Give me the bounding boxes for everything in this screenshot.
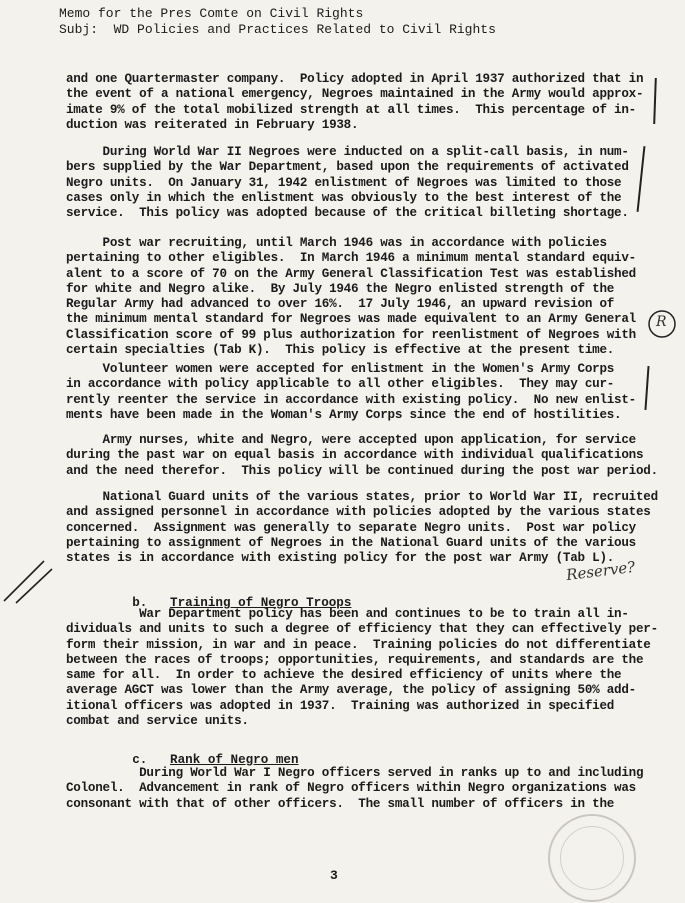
text-line: combat and service units. [66, 714, 249, 729]
paragraph-quota [66, 72, 656, 133]
margin-slash-mark [0, 555, 60, 605]
archive-stamp [548, 814, 636, 902]
text-line: and the need therefor. This policy will be continued during the post war period. [66, 463, 658, 478]
text-line: Classification score of 99 plus authorization for reenlistment of Negroes with [66, 327, 636, 342]
text-line: the minimum mental standard for Negroes was made equivalent to an Army General [66, 312, 636, 327]
handwritten-reserve-note: Reserve? [565, 557, 637, 585]
text-line: itional officers was adopted in 1937. Training was authorized in specified [66, 698, 615, 713]
archive-stamp-ring [560, 826, 624, 890]
text-line: Regular Army had advanced to over 16%. 17 July 1946, an upward revision of [66, 297, 615, 312]
margin-bracket-mark [653, 78, 657, 124]
text-line: bers supplied by the War Department, based upon the requirements of activated [66, 160, 629, 175]
text-line: cases only in which the enlistment was obviously to the best interest of the [66, 190, 622, 205]
text-line: National Guard units of the various states, prior to World War II, recruited [66, 490, 658, 504]
text-line: During World War I Negro officers served in ranks up to and including [66, 766, 644, 780]
text-line: During World War II Negroes were inducted on a split-call basis, in num- [66, 145, 629, 159]
paragraph-training-policy [66, 607, 656, 729]
text-line: during the past war on equal basis in accordance with individual qualifications [66, 448, 644, 463]
section-letter: b. [132, 596, 148, 610]
section-label: Training of Negro Troops [170, 596, 352, 610]
text-line: certain specialties (Tab K). This policy is effective at the present time. [66, 343, 615, 358]
text-line: Negro units. On January 31, 1942 enlistment of Negroes was limited to those [66, 175, 622, 190]
text-line: same for all. In order to achieve the desired efficiency of units where the [66, 668, 622, 683]
section-letter: c. [132, 753, 148, 767]
paragraph-womens-army-corps [66, 362, 656, 423]
text-line: and one Quartermaster company. Policy adopted in April 1937 authorized that in [66, 72, 644, 86]
paragraph-ww2-induction [66, 145, 656, 221]
memo-recipient: Memo for the Pres Comte on Civil Rights [59, 6, 364, 21]
text-line: duction was reiterated in February 1938. [66, 117, 359, 132]
text-line: between the races of troops; opportunities, requirements, and standards are the [66, 652, 644, 667]
text-line: alent to a score of 70 on the Army General Classification Test was established [66, 266, 636, 281]
paragraph-army-nurses [66, 433, 656, 479]
text-line: in accordance with policy applicable to all other eligibles. They may cur- [66, 377, 615, 392]
text-line: and assigned personnel in accordance with policies adopted by the various states [66, 505, 651, 520]
text-line: Volunteer women were accepted for enlistment in the Women's Army Corps [66, 362, 615, 376]
memo-subject: Subj: WD Policies and Practices Related to Civil Rights [59, 22, 496, 37]
circled-mark-letter: R [656, 314, 667, 330]
text-line: service. This policy was adopted because of the critical billeting shortage. [66, 206, 629, 221]
text-line: War Department policy has been and continues to be to train all in- [66, 607, 629, 621]
text-line: form their mission, in war and in peace. Training policies do not differentiate [66, 637, 651, 652]
text-line: consonant with that of other officers. The small number of officers in the [66, 796, 615, 811]
text-line: concerned. Assignment was generally to separate Negro units. Post war policy [66, 520, 636, 535]
text-line: average AGCT was lower than the Army average, the policy of assigning 50% add- [66, 683, 636, 698]
text-line: Post war recruiting, until March 1946 was in accordance with policies [66, 236, 607, 250]
text-line: the event of a national emergency, Negroes maintained in the Army would approx- [66, 87, 644, 102]
text-line: ments have been made in the Woman's Army Corps since the end of hostilities. [66, 407, 622, 422]
text-line: imate 9% of the total mobilized strength at all times. This percentage of in- [66, 102, 636, 117]
memo-header [59, 6, 496, 38]
page-number: 3 [330, 868, 338, 883]
paragraph-post-war-recruiting [66, 236, 656, 358]
text-line: for white and Negro alike. By July 1946 the Negro enlisted strength of the [66, 281, 615, 296]
section-label: Rank of Negro men [170, 753, 299, 767]
text-line: Army nurses, white and Negro, were accepted upon application, for service [66, 433, 636, 447]
text-line: Colonel. Advancement in rank of Negro officers within Negro organizations was [66, 781, 636, 796]
text-line: pertaining to other eligibles. In March 1946 a minimum mental standard equiv- [66, 251, 636, 266]
paragraph-national-guard [66, 490, 656, 566]
paragraph-rank-officers [66, 766, 656, 812]
text-line: rently reenter the service in accordance with existing policy. No new enlist- [66, 392, 636, 407]
text-line: dividuals and units to such a degree of efficiency that they can effectively per- [66, 622, 658, 637]
text-line: states is in accordance with existing policy for the post war Army (Tab L). [66, 551, 615, 566]
text-line: pertaining to assignment of Negroes in the National Guard units of the various [66, 535, 636, 550]
